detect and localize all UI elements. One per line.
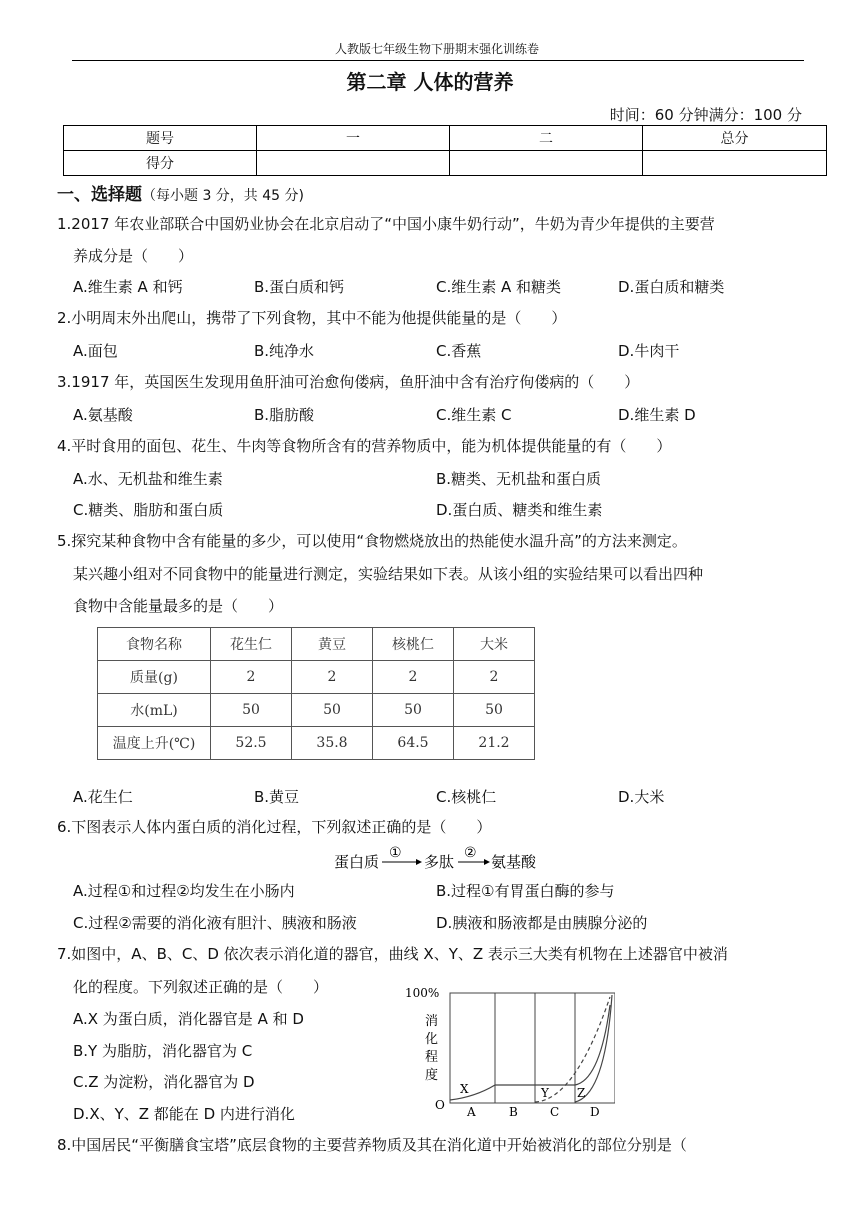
question-5-cont2: 食物中含能量最多的是（ ） bbox=[73, 597, 284, 615]
running-header: 人教版七年级生物下册期末强化训练卷 bbox=[334, 42, 539, 56]
table-cell: 50 bbox=[292, 694, 373, 727]
section-heading bbox=[57, 180, 304, 205]
organ-c: C bbox=[550, 1105, 560, 1119]
flow-diagram bbox=[334, 845, 554, 873]
question-3-stem: 3.1917 年，英国医生发现用鱼肝油可治愈佝偻病，鱼肝油中含有治疗佝偻病的（ ） bbox=[57, 373, 640, 391]
q3-option-c[interactable]: C.维生素 C bbox=[436, 406, 512, 424]
q4-option-b[interactable]: B.糖类、无机盐和蛋白质 bbox=[436, 470, 602, 488]
question-2-stem: 2.小明周末外出爬山，携带了下列食物，其中不能为他提供能量的是（ ） bbox=[57, 309, 567, 327]
curve-x bbox=[450, 1005, 610, 1100]
q7-option-c[interactable]: C.Z 为淀粉，消化器官为 D bbox=[73, 1073, 255, 1091]
table-cell: 2 bbox=[454, 661, 535, 694]
table-cell: 二 bbox=[450, 126, 643, 151]
digestion-chart bbox=[405, 985, 615, 1124]
q4-option-a[interactable]: A.水、无机盐和维生素 bbox=[73, 470, 223, 488]
organ-d: D bbox=[590, 1105, 600, 1119]
table-cell: 水(mL) bbox=[98, 694, 211, 727]
table-cell: 核桃仁 bbox=[373, 628, 454, 661]
q7-option-d[interactable]: D.X、Y、Z 都能在 D 内进行消化 bbox=[73, 1105, 295, 1123]
question-1-cont: 养成分是（ ） bbox=[73, 247, 194, 265]
section-note: （每小题 3 分，共 45 分) bbox=[142, 188, 304, 204]
chart-frame bbox=[450, 993, 615, 1103]
question-1-stem: 1.2017 年农业部联合中国奶业协会在北京启动了“中国小康牛奶行动”，牛奶为青少年提供的主要营 bbox=[57, 215, 715, 233]
q6-option-a[interactable]: A.过程①和过程②均发生在小肠内 bbox=[73, 882, 295, 900]
chart-ylabel-4: 度 bbox=[425, 1068, 439, 1083]
q6-option-d[interactable]: D.胰液和肠液都是由胰腺分泌的 bbox=[436, 914, 648, 932]
question-8-stem: 8.中国居民“平衡膳食宝塔”底层食物的主要营养物质及其在消化道中开始被消化的部位分别是（ bbox=[57, 1136, 687, 1154]
table-row bbox=[98, 727, 535, 760]
question-7-stem: 7.如图中，A、B、C、D 依次表示消化道的器官，曲线 X、Y、Z 表示三大类有机物在上述器官中被消 bbox=[57, 945, 728, 963]
q7-option-b[interactable]: B.Y 为脂肪，消化器官为 C bbox=[73, 1042, 253, 1060]
q5-option-a[interactable]: A.花生仁 bbox=[73, 788, 133, 806]
question-5-cont1: 某兴趣小组对不同食物中的能量进行测定，实验结果如下表。从该小组的实验结果可以看出四种 bbox=[73, 565, 704, 583]
chart-ylabel-1: 消 bbox=[425, 1014, 439, 1029]
table-cell: 50 bbox=[211, 694, 292, 727]
table-cell[interactable] bbox=[257, 151, 450, 176]
table-cell: 50 bbox=[373, 694, 454, 727]
flow-amino-acid: 氨基酸 bbox=[491, 853, 537, 871]
table-row bbox=[98, 661, 535, 694]
q7-option-a[interactable]: A.X 为蛋白质，消化器官是 A 和 D bbox=[73, 1010, 304, 1028]
table-row bbox=[98, 628, 535, 661]
table-cell: 温度上升(℃) bbox=[98, 727, 211, 760]
table-cell: 50 bbox=[454, 694, 535, 727]
table-cell[interactable] bbox=[450, 151, 643, 176]
score-table bbox=[63, 125, 827, 176]
header-rule bbox=[72, 60, 804, 61]
curve-y-label: Y bbox=[541, 1086, 549, 1100]
question-7-cont: 化的程度。下列叙述正确的是（ ） bbox=[73, 978, 329, 996]
flow-peptide: 多肽 bbox=[424, 853, 455, 871]
q5-option-b[interactable]: B.黄豆 bbox=[254, 788, 300, 806]
table-cell: 质量(g) bbox=[98, 661, 211, 694]
organ-b: B bbox=[509, 1105, 518, 1119]
table-cell: 2 bbox=[211, 661, 292, 694]
table-cell: 2 bbox=[292, 661, 373, 694]
q5-option-c[interactable]: C.核桃仁 bbox=[436, 788, 497, 806]
curve-x-label: X bbox=[460, 1082, 469, 1096]
q4-option-c[interactable]: C.糖类、脂肪和蛋白质 bbox=[73, 501, 224, 519]
chart-origin: O bbox=[435, 1098, 445, 1112]
protein-digestion-flow bbox=[334, 845, 554, 877]
table-cell: 题号 bbox=[64, 126, 257, 151]
digestion-chart-svg bbox=[405, 985, 615, 1120]
table-cell: 黄豆 bbox=[292, 628, 373, 661]
q3-option-d[interactable]: D.维生素 D bbox=[618, 406, 696, 424]
page-title: 第二章 人体的营养 bbox=[346, 70, 514, 94]
q2-option-b[interactable]: B.纯净水 bbox=[254, 342, 315, 360]
table-cell: 64.5 bbox=[373, 727, 454, 760]
chart-ylabel-2: 化 bbox=[425, 1032, 439, 1047]
table-row bbox=[64, 151, 827, 176]
flow-step-2: ② bbox=[464, 845, 477, 861]
q4-option-d[interactable]: D.蛋白质、糖类和维生素 bbox=[436, 501, 603, 519]
q2-option-c[interactable]: C.香蕉 bbox=[436, 342, 482, 360]
q1-option-b[interactable]: B.蛋白质和钙 bbox=[254, 278, 345, 296]
q2-option-d[interactable]: D.牛肉干 bbox=[618, 342, 680, 360]
table-cell: 35.8 bbox=[292, 727, 373, 760]
time-score-info: 时间：60 分钟满分：100 分 bbox=[609, 106, 802, 124]
question-4-stem: 4.平时食用的面包、花生、牛肉等食物所含有的营养物质中，能为机体提供能量的有（ ） bbox=[57, 437, 672, 455]
q5-option-d[interactable]: D.大米 bbox=[618, 788, 665, 806]
q3-option-b[interactable]: B.脂肪酸 bbox=[254, 406, 315, 424]
section-title: 一、选择题 bbox=[57, 185, 142, 205]
question-6-stem: 6.下图表示人体内蛋白质的消化过程，下列叙述正确的是（ ） bbox=[57, 818, 492, 836]
table-cell: 总分 bbox=[643, 126, 827, 151]
q2-option-a[interactable]: A.面包 bbox=[73, 342, 118, 360]
table-row bbox=[98, 694, 535, 727]
chart-ylabel-3: 程 bbox=[425, 1050, 439, 1065]
table-cell: 得分 bbox=[64, 151, 257, 176]
organ-a: A bbox=[467, 1105, 476, 1119]
flow-protein: 蛋白质 bbox=[334, 853, 380, 871]
table-cell: 52.5 bbox=[211, 727, 292, 760]
food-energy-table bbox=[97, 627, 535, 760]
question-5-stem: 5.探究某种食物中含有能量的多少，可以使用“食物燃烧放出的热能使水温升高”的方法来测定。 bbox=[57, 532, 687, 550]
table-cell: 食物名称 bbox=[98, 628, 211, 661]
q6-option-c[interactable]: C.过程②需要的消化液有胆汁、胰液和肠液 bbox=[73, 914, 357, 932]
curve-z-label: Z bbox=[577, 1086, 586, 1100]
flow-step-1: ① bbox=[389, 845, 402, 861]
table-cell: 2 bbox=[373, 661, 454, 694]
table-cell: 花生仁 bbox=[211, 628, 292, 661]
q6-option-b[interactable]: B.过程①有胃蛋白酶的参与 bbox=[436, 882, 615, 900]
table-cell: 一 bbox=[257, 126, 450, 151]
table-cell: 21.2 bbox=[454, 727, 535, 760]
q1-option-d[interactable]: D.蛋白质和糖类 bbox=[618, 278, 725, 296]
q1-option-c[interactable]: C.维生素 A 和糖类 bbox=[436, 278, 562, 296]
arrow-2-head bbox=[484, 859, 490, 865]
table-row bbox=[64, 126, 827, 151]
arrow-1-head bbox=[416, 859, 422, 865]
table-cell[interactable] bbox=[643, 151, 827, 176]
q1-option-a[interactable]: A.维生素 A 和钙 bbox=[73, 278, 183, 296]
chart-ymax: 100% bbox=[405, 986, 440, 1000]
q3-option-a[interactable]: A.氨基酸 bbox=[73, 406, 133, 424]
table-cell: 大米 bbox=[454, 628, 535, 661]
